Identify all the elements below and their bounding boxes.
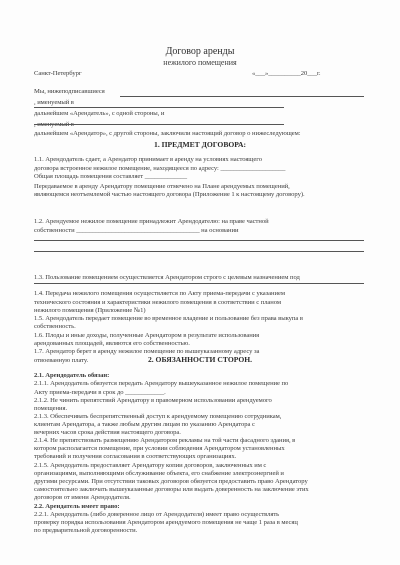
document-line: 1.7. Арендатор берет в аренду нежилое помещение по вышеуказанному адресу за <box>34 348 260 355</box>
city-text: Санкт-Петербург <box>34 70 82 77</box>
document-line: 2.1.5. Арендодатель предоставляет Арендатору копии договоров, заключенных им с <box>34 462 267 469</box>
blank-rule <box>120 95 364 97</box>
document-line: требований и получения согласования в соответствующих организациях. <box>34 453 237 460</box>
date-text: «___»__________20___г. <box>252 70 321 77</box>
document-line: 2.2. Арендатель имеет право: <box>34 503 120 510</box>
document-line: собственности ______________________________________ на основании <box>34 227 239 234</box>
section-1-header: 1. ПРЕДМЕТ ДОГОВОРА: <box>154 140 246 149</box>
document-line: 1.2. Арендуемое нежилое помещение принадлежит Арендодателю: на праве частной <box>34 218 269 225</box>
document-line: Мы, нижеподписавшиеся <box>34 88 105 95</box>
document-line: Акту приема-передачи в срок до ____________. <box>34 389 166 396</box>
document-line: Передаваемое в аренду Арендатору помещение отмечено на Плане арендуемых помещений, <box>34 183 290 190</box>
document-line: проверку порядка использования Арендатором арендуемого помещения не чаще 1 раза в месяц <box>34 519 298 526</box>
blank-rule <box>34 239 364 241</box>
document-line: 2.2.1. Арендодатель (либо доверенное лицо от Арендодателя) имеет право осуществлять <box>34 511 280 518</box>
document-line: самостоятельно заключать вышеуказанные договоры или выдать доверенность на заключение этих <box>34 486 309 493</box>
document-line: по предварительной договоренности. <box>34 527 138 534</box>
document-line: помещения. <box>34 405 68 412</box>
blank-rule <box>34 282 364 284</box>
document-line: , именуемый в <box>34 99 74 106</box>
document-line: 2.1. Арендодатель обязан: <box>34 372 110 379</box>
document-line: договора встроенное нежилое помещение, находящееся по адресу: ____________________ <box>34 165 286 172</box>
document-line: клиентам Арендатора, а также любым другим лицам по указанию Арендатора с <box>34 421 255 428</box>
document-title: Договор аренды <box>165 46 235 57</box>
document-line: 1.5. Арендодатель передает помещение во временное владение и пользование без права выкупа в <box>34 315 303 322</box>
document-line: 2.1.3. Обеспечивать беспрепятственный доступ к арендуемому помещению сотрудникам, <box>34 413 282 420</box>
document-line: 2.1.1. Арендодатель обязуется передать Арендатору вышеуказанное нежилое помещение по <box>34 380 289 387</box>
document-line: технического состояния и характеристики нежилого помещения в соответствии с планом <box>34 299 282 306</box>
document-line: договоров от имени Арендодателя. <box>34 494 131 501</box>
document-line: арендованных площадей, являются его собственностью. <box>34 340 190 347</box>
document-line: организациями, выполняющими обслуживание объекта, его снабжение электроэнергией и <box>34 470 284 477</box>
document-line: другими ресурсами. При отсутствии таковых договоров обязуется предоставить право Арендатору <box>34 478 308 485</box>
document-line: 1.3. Пользование помещением осуществляется Арендатором строго с целевым назначением под <box>34 274 300 281</box>
document-line: , именуемый в <box>34 121 74 128</box>
document-line: вечерних часов срока действия настоящего договора. <box>34 429 181 436</box>
section-2-header: 2. ОБЯЗАННОСТИ СТОРОН. <box>147 355 253 364</box>
blank-rule <box>34 250 364 252</box>
document-line: 1.4. Передача нежилого помещения осуществляется по Акту приема-передачи с указанием <box>34 290 286 297</box>
document-line: 1.1. Арендодатель сдает, а Арендатор принимает в аренду на условиях настоящего <box>34 156 262 163</box>
document-line: Общая площадь помещения составляет _____________ <box>34 173 187 180</box>
document-line: нежилого помещения (Приложение №1) <box>34 307 146 314</box>
document-line: дальнейшем «Арендатель», с одной стороны, и <box>34 110 165 117</box>
document-line: 2.1.4. Не препятствовать размещению Арендатором рекламы на той части фасадного здания, в <box>34 437 296 444</box>
document-line: являющемся неотъемлемой частью настоящего договора (Приложение 1 к настоящему договору). <box>34 191 305 198</box>
blank-rule <box>34 123 284 125</box>
document-line: отвоеванную плату. <box>34 357 89 364</box>
document-line: собственность. <box>34 323 76 330</box>
blank-rule <box>34 106 284 108</box>
document-line: 2.1.2. Не чинить препятствий Арендатору в правомерном использовании арендуемого <box>34 397 272 404</box>
document-line: дальнейшем «Арендатор», с другой стороны, заключили настоящий договор о нижеследующем: <box>34 130 301 137</box>
document-line: 1.6. Плоды и иные доходы, полученные Арендатором в результате использования <box>34 332 260 339</box>
document-subtitle: нежилого помещения <box>163 58 237 67</box>
document-line: котором располагается помещение, при условии соблюдения Арендатором установленных <box>34 445 285 452</box>
